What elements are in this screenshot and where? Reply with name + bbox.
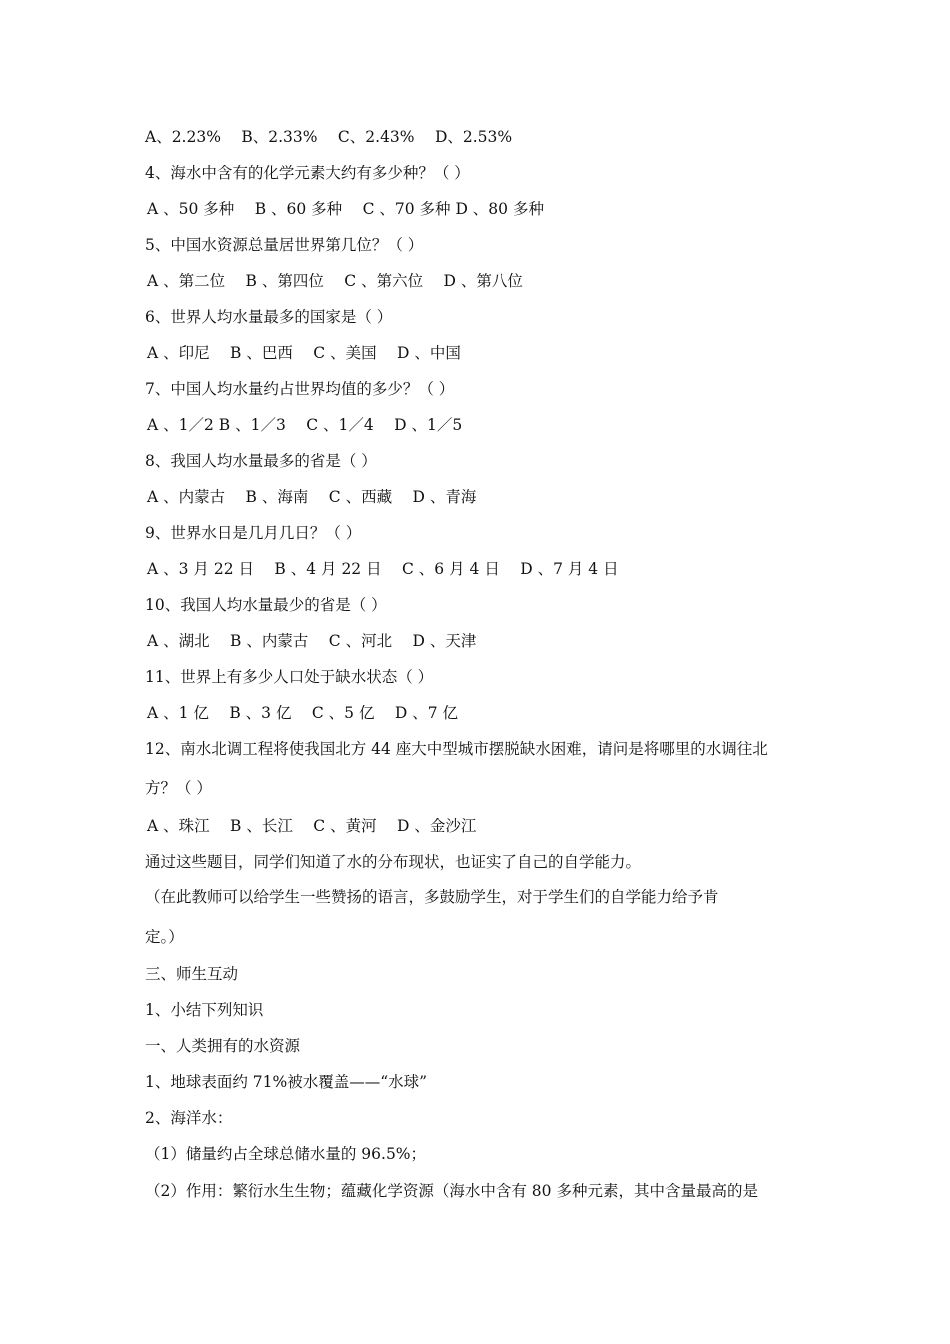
question-9: 9、世界水日是几月几日？（ ） xyxy=(145,524,362,542)
teacher-note-line-2: 定。） xyxy=(145,928,184,946)
section-heading-interaction: 三、师生互动 xyxy=(145,965,239,983)
heading-water-resources: 一、人类拥有的水资源 xyxy=(145,1037,301,1055)
point-2-sub-1: （1）储量约占全球总储水量的 96.5%； xyxy=(145,1145,427,1163)
question-12-line-1: 12、南水北调工程将使我国北方 44 座大中型城市摆脱缺水困难，请问是将哪里的水调往北 xyxy=(145,740,768,758)
teacher-note-line-1: （在此教师可以给学生一些赞扬的语言，多鼓励学生，对于学生们的自学能力给予肯 xyxy=(145,888,719,906)
point-2-sub-2: （2）作用：繁衍水生生物；蕴藏化学资源（海水中含有 80 多种元素，其中含量最高的是 xyxy=(145,1182,758,1200)
summary-paragraph: 通过这些题目，同学们知道了水的分布现状，也证实了自己的自学能力。 xyxy=(145,853,642,871)
question-11: 11、世界上有多少人口处于缺水状态（ ） xyxy=(145,668,434,686)
point-2: 2、海洋水： xyxy=(145,1109,233,1127)
point-1: 1、地球表面约 71%被水覆盖——“水球” xyxy=(145,1073,428,1091)
q10-options: A 、湖北 B 、内蒙古 C 、河北 D 、天津 xyxy=(147,632,477,650)
q12-options: A 、珠江 B 、长江 C 、黄河 D 、金沙江 xyxy=(147,817,477,835)
q9-options: A 、3 月 22 日 B 、4 月 22 日 C 、6 月 4 日 D 、7 月 4 日 xyxy=(147,560,619,578)
q6-options: A 、印尼 B 、巴西 C 、美国 D 、中国 xyxy=(147,344,461,362)
question-6: 6、世界人均水量最多的国家是（ ） xyxy=(145,308,393,326)
question-12-line-2: 方？（ ） xyxy=(145,779,212,797)
subheading-summary: 1、小结下列知识 xyxy=(145,1001,264,1019)
q11-options: A 、1 亿 B 、3 亿 C 、5 亿 D 、7 亿 xyxy=(147,704,459,722)
q3-options: A、2.23% B、2.33% C、2.43% D、2.53% xyxy=(145,128,513,146)
question-7: 7、中国人均水量约占世界均值的多少？（ ） xyxy=(145,380,455,398)
q4-options: A 、50 多种 B 、60 多种 C 、70 多种 D 、80 多种 xyxy=(147,200,544,218)
q7-options: A 、1／2 B 、1／3 C 、1／4 D 、1／5 xyxy=(147,416,463,434)
question-8: 8、我国人均水量最多的省是（ ） xyxy=(145,452,377,470)
q8-options: A 、内蒙古 B 、海南 C 、西藏 D 、青海 xyxy=(147,488,477,506)
question-10: 10、我国人均水量最少的省是（ ） xyxy=(145,596,387,614)
q5-options: A 、第二位 B 、第四位 C 、第六位 D 、第八位 xyxy=(147,272,523,290)
question-5: 5、中国水资源总量居世界第几位？（ ） xyxy=(145,236,424,254)
question-4: 4、海水中含有的化学元素大约有多少种？（ ） xyxy=(145,164,470,182)
